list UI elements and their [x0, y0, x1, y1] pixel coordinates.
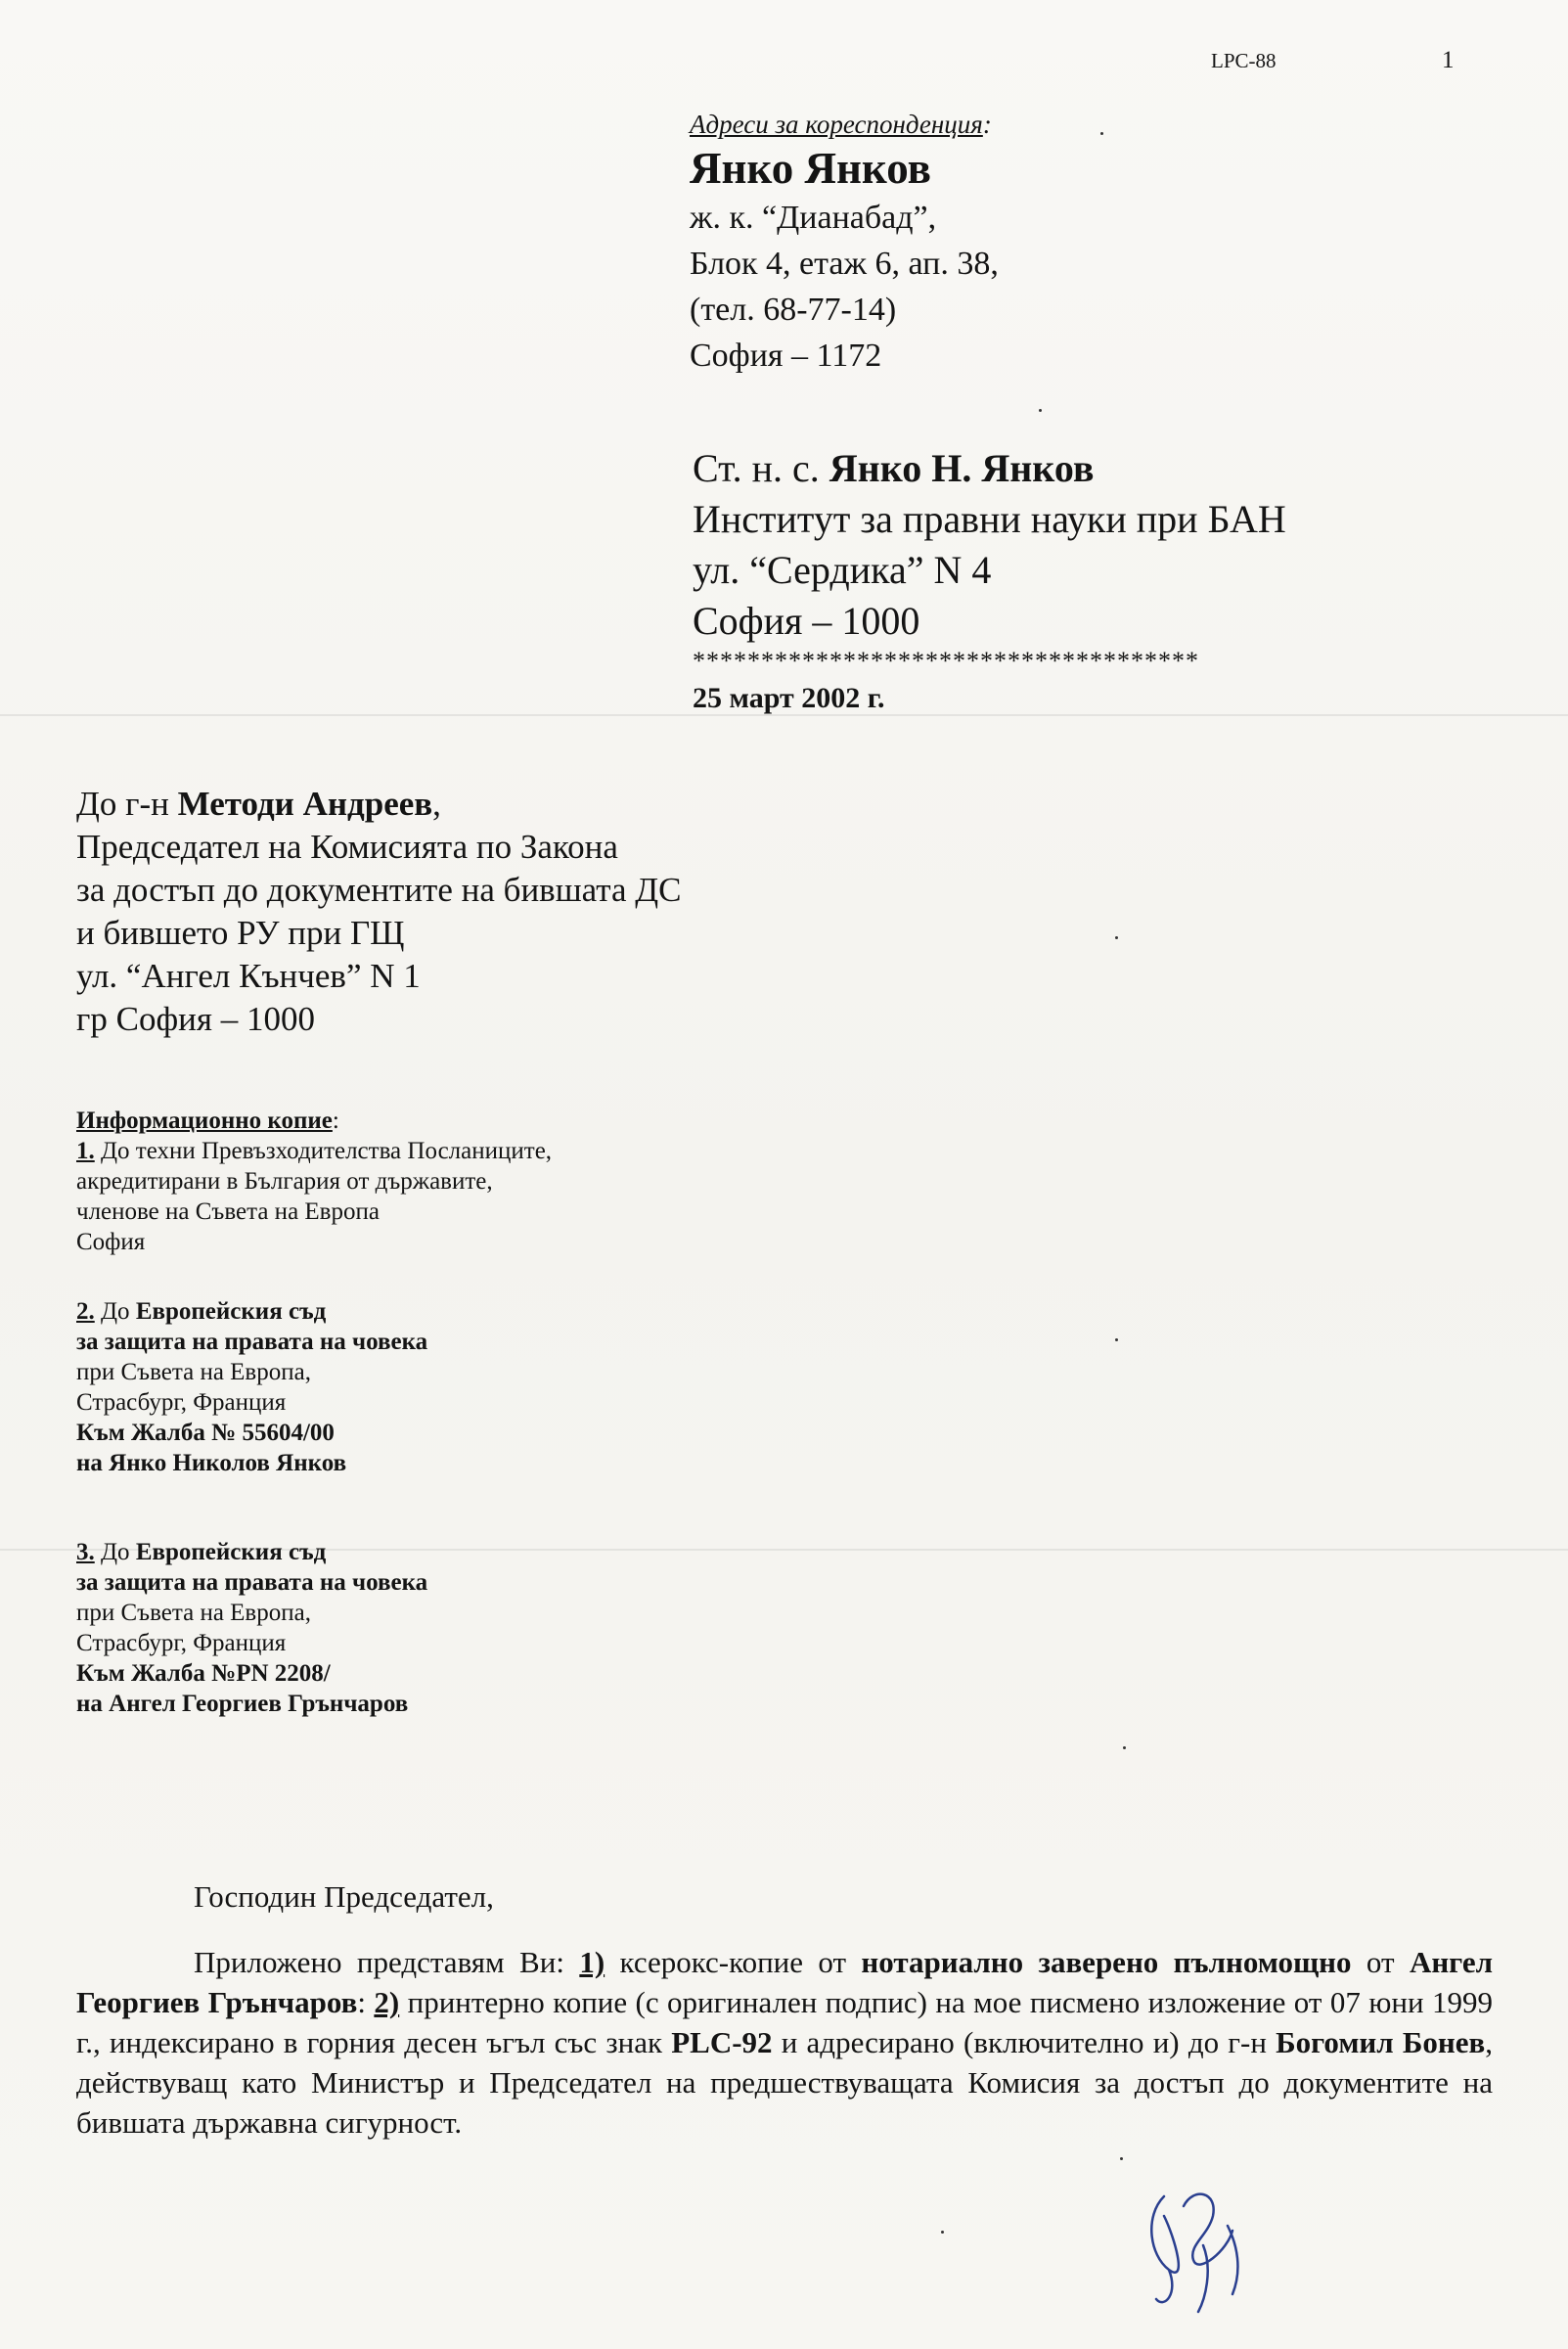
address-line: ж. к. “Дианабад”, [690, 199, 937, 236]
info-item-2: 2. До Европейския съд [76, 1298, 327, 1325]
recipient-line: и бившето РУ при ГЩ [76, 914, 405, 952]
document-code: LPC-88 [1211, 49, 1277, 72]
scan-speck [941, 2231, 944, 2234]
sender-title: Ст. н. с. Янко Н. Янков [693, 446, 1095, 490]
recipient-line: ул. “Ангел Кънчев” N 1 [76, 957, 421, 995]
correspondence-heading: Адреси за кореспонденция [690, 110, 983, 139]
recipient-line: Председател на Комисията по Закона [76, 828, 618, 866]
info-copy-heading: Информационно копие: [76, 1107, 339, 1134]
info-line: София [76, 1229, 146, 1255]
recipient-line: за достъп до документите на бившата ДС [76, 871, 682, 909]
address-line: Блок 4, етаж 6, ап. 38, [690, 245, 999, 282]
scan-speck [1115, 936, 1118, 939]
info-line: на Янко Николов Янков [76, 1450, 347, 1476]
correspondence-address: Адреси за кореспонденция: Янко Янков ж. к. “Дианабад”, Блок 4, етаж 6, ап. 38, (тел. 68-77-14) София – 1172 [690, 110, 999, 379]
address-line: София – 1172 [690, 337, 882, 374]
info-line: Към Жалба №PN 2208/ [76, 1660, 331, 1687]
institute-address [693, 443, 1286, 715]
info-line: за защита на правата на човека [76, 1569, 428, 1596]
institute-line: Институт за правни науки при БАН [693, 497, 1286, 541]
info-line: Страсбург, Франция [76, 1389, 287, 1416]
letter-body: Приложено представям Ви: 1) ксерокс-копие от нотариално заверено пълномощно от Ангел Георгиев Грънчаров: 2) принтерно копие (с оригинален подпис) на мое писмено изложение от 07 юни 1999 г., индексирано в горния десен ъгъл със знак PLC-92 и адресирано (включително и) до г-н Богомил Бонев, действуващ като Министър и Председател на предшествуващата Комисия за достъп до документите на бившата държавна сигурност. [76, 1945, 1494, 2140]
scan-speck [1120, 2157, 1123, 2160]
page-number: 1 [1442, 47, 1455, 73]
sender-name: Янко Янков [690, 144, 931, 193]
info-line: за защита на правата на човека [76, 1329, 428, 1355]
info-line: Към Жалба № 55604/00 [76, 1420, 335, 1446]
recipient-line: гр София – 1000 [76, 1000, 315, 1038]
info-line: при Съвета на Европа, [76, 1600, 311, 1626]
info-line: Страсбург, Франция [76, 1630, 287, 1656]
scan-speck [1100, 132, 1103, 135]
recipient-block [76, 783, 682, 1041]
scan-speck [1123, 1746, 1126, 1749]
handwritten-signature [1135, 2177, 1262, 2314]
institute-line: София – 1000 [693, 599, 920, 643]
info-line: акредитирани в България от държавите, [76, 1168, 493, 1195]
info-line: при Съвета на Европа, [76, 1359, 311, 1385]
institute-line: ул. “Сердика” N 4 [693, 548, 992, 592]
separator-stars: ************************************* [693, 647, 1199, 675]
info-item-1: 1. До техни Превъзходителства Посланиците, [76, 1138, 553, 1164]
info-item-3: 3. До Европейския съд [76, 1539, 327, 1565]
recipient-name: До г-н Методи Андреев, [76, 785, 441, 823]
scan-speck [1039, 409, 1042, 412]
salutation: Господин Председател, [194, 1879, 494, 1914]
letter-date: 25 март 2002 г. [693, 682, 885, 714]
address-line: (тел. 68-77-14) [690, 291, 897, 328]
info-line: членове на Съвета на Европа [76, 1198, 380, 1225]
information-copy [76, 1106, 552, 1719]
info-line: на Ангел Георгиев Грънчаров [76, 1691, 409, 1717]
scan-speck [1115, 1338, 1118, 1341]
